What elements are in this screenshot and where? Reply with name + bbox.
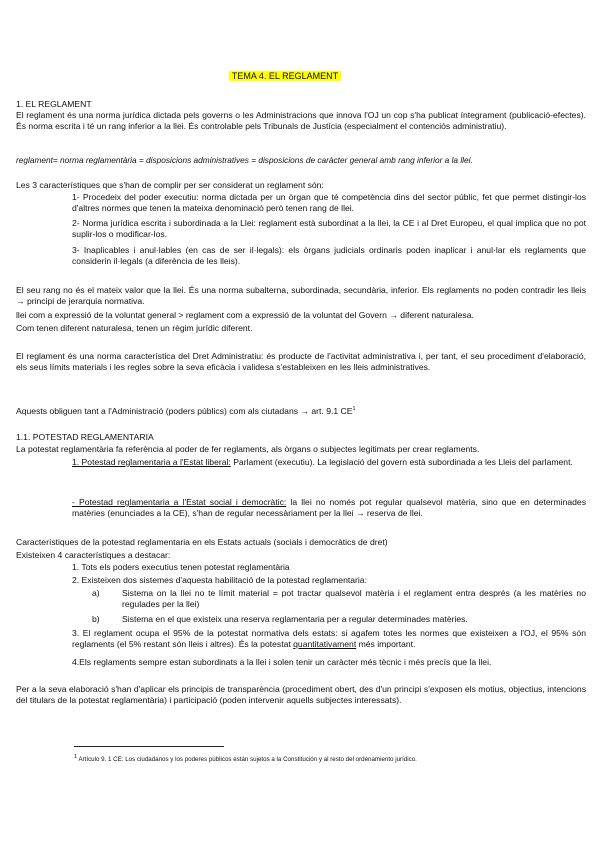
obligation-text: Aquests obliguen tant a l'Administració (poders públics) com als ciutadans → art. 9.1 CE	[16, 405, 353, 416]
paragraph-four-characteristics: Existeixen 4 característiques a destacar:	[16, 550, 171, 560]
feature-2b-text: Sistema en el que existeix una reserva reglamentaria per a regular determinades matèries.	[122, 614, 468, 624]
feature-2: 2. Existeixen dos sistemes d'aquesta habilitació de la potestad reglamentaria:	[72, 575, 367, 585]
paragraph-elaboration: Per a la seva elaboració s'han d'aplicar els principis de transparència (procediment obert, des d'un principi s'exposen els motius, objectius, intencions del titulars de la potestat reglamentària) i participació (poden intervenir aquells subjectes interessats).	[16, 684, 586, 706]
footnote-separator	[74, 746, 224, 747]
section-heading-1-1: 1.1. POTESTAD REGLAMENTARIA	[16, 432, 154, 442]
title-wrap	[0, 71, 570, 81]
feature-2b	[16, 614, 586, 625]
liberal-label: 1. Potestad reglamentaria a l'Estat liberal:	[72, 457, 231, 467]
page-title: TEMA 4. EL REGLAMENT	[229, 71, 341, 81]
paragraph-characteristics-intro: Les 3 característiques que s'han de complir per ser considerat un reglament són:	[16, 180, 324, 190]
feature-3-text: 3. El reglament ocupa el 95% de la potestat normativa dels estats: si agafem totes les normes que existeixen a l'OJ, el 95% són reglaments (el 5% restant són lleis i altres). És la potestat	[72, 628, 586, 650]
list-item-social	[16, 497, 586, 519]
feature-4: 4.Els reglaments sempre estan subordinats a la llei i solen tenir un caràcter més tècnic i més precís que la llei.	[72, 657, 492, 667]
feature-2a	[16, 588, 586, 610]
social-label: - Potestad reglamentaria a l'Estat social i democràtic:	[72, 497, 287, 507]
paragraph-obligation	[16, 404, 586, 417]
characteristic-3: 3- Inaplicables i anul·lables (en cas de ser il·legals): els òrgans judicials ordinaris poden inaplicar i anul·lar els reglaments que considerin il·legals (a diferència de les lleis).	[72, 245, 586, 267]
feature-2a-marker: a)	[92, 588, 100, 598]
feature-2b-marker: b)	[92, 614, 100, 624]
footnote	[74, 754, 574, 763]
paragraph-current-states: Característiques de la potestad reglamentaria en els Estats actuals (socials i democràtics de dret)	[16, 537, 388, 547]
paragraph-rank: El seu rang no és el mateix valor que la llei. És una norma subalterna, subordinada, secundària, inferior. Els reglaments no poden contradir les lleis → principi de jerarquia normativa.	[16, 285, 586, 307]
footnote-mark: 1	[74, 754, 78, 760]
footnote-text: Artículo 9. 1 CE: Los ciudadanos y los poderes públicos están sujetos a la Constitución y al resto del ordenamiento jurídico.	[77, 756, 417, 764]
liberal-text: Parlament (executiu). La legislació del govern està subordinada a les Lleis del parlament.	[230, 457, 573, 467]
footnote-ref[interactable]: 1	[352, 406, 356, 412]
paragraph-definition: El reglament és una norma jurídica dictada pels governs o les Administracions que innova l'OJ un cop s'ha publicat íntegrament (publicació-efectes). És norma escrita i té un rang inferior a la llei. És controlable pels Tribunals de Justícia (especialment el contenciós administratiu).	[16, 110, 586, 132]
feature-1: 1. Tots els poders executius tenen potestat reglamentària	[72, 562, 290, 572]
paragraph-administrative-law: El reglament és una norma característica del Dret Administratiu: és producte de l'activitat administrativa i, per tant, el seu procediment d'elaboració, els seus límits materials i les regles sobre la seva eficàcia i validesa s'estableixen en les lleis administratives.	[16, 351, 586, 373]
feature-2a-text: Sistema on la llei no te límit material = pot tractar qualsevol matèria i el reglament entra després (a les matèries no regulades per la llei)	[122, 588, 586, 610]
social-text: la llei no només pot regular qualsevol matèria, sino que en determinades matèries (enunciades a la CE), s'han de regular necessàriament per la llei → reserva de llei.	[72, 497, 586, 519]
characteristic-1: 1- Procedeix del poder executiu: norma dictada per un òrgan que té competència dins del sector públic, fet que permet distingir-los d'altres normes que tenen la mateixa denominació però tenen rang de llei.	[72, 192, 586, 214]
paragraph-will: llei com a expressió de la voluntat general > reglament com a expressió de la voluntat del Govern → diferent naturalesa.	[16, 310, 474, 320]
paragraph-regime: Com tenen diferent naturalesa, tenen un règim jurídic diferent.	[16, 323, 253, 333]
characteristic-2: 2- Norma jurídica escrita i subordinada a la Llei: reglament està subordinat a la llei, la CE i al Dret Europeu, el qual implica que no pot suplir-los o modificar-los.	[72, 218, 586, 240]
feature-3-end: més important.	[356, 639, 416, 650]
feature-3-underlined: quantitativament	[293, 639, 357, 650]
paragraph-potestat: La potestat reglamentària fa referència al poder de fer reglaments, als òrgans o subjectes legitimats per crear reglaments.	[16, 444, 480, 454]
feature-3	[16, 628, 586, 650]
section-heading-1: 1. EL REGLAMENT	[16, 99, 92, 109]
paragraph-synonyms: reglament= norma reglamentària = disposicions administratives = disposicions de caràcter general amb rang inferior a la llei.	[16, 155, 473, 165]
list-item-liberal	[16, 457, 586, 468]
